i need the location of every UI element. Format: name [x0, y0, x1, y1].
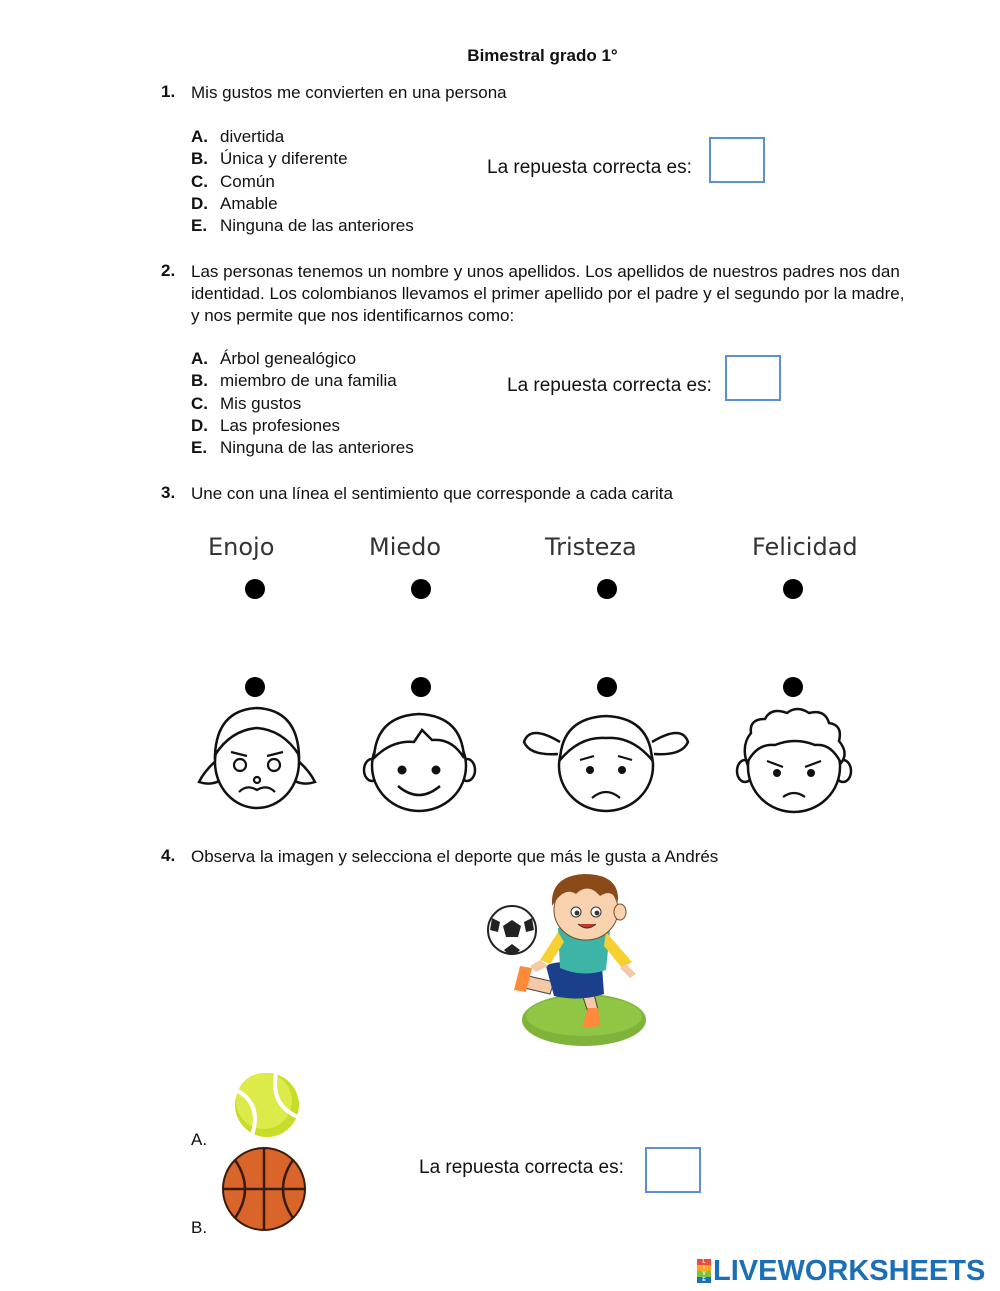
match-dot-top[interactable]	[783, 579, 803, 599]
option-e: E. Ninguna de las anteriores	[191, 438, 414, 458]
question-3-text: Une con una línea el sentimiento que corresponde a cada carita	[191, 484, 673, 503]
match-dot-top[interactable]	[245, 579, 265, 599]
question-2-number: 2.	[161, 261, 176, 280]
boy-playing-soccer-image	[484, 870, 652, 1052]
angry-face-icon	[735, 705, 853, 815]
match-dot-bottom[interactable]	[597, 677, 617, 697]
option-c: C. Común	[191, 171, 275, 191]
brand-badge: L I V E	[697, 1259, 711, 1283]
feeling-label: Enojo	[208, 533, 275, 561]
feeling-label: Tristeza	[545, 533, 637, 561]
option-c: C. Mis gustos	[191, 393, 302, 413]
question-4-number: 4.	[161, 846, 176, 865]
option-a-letter: A.	[191, 1130, 208, 1149]
answer-box-q1[interactable]	[709, 137, 765, 183]
happy-face-icon	[362, 708, 477, 813]
match-dot-bottom[interactable]	[783, 677, 803, 697]
option-b-letter: B.	[191, 1218, 208, 1237]
option-d: D. Amable	[191, 193, 278, 213]
question-4-text: Observa la imagen y selecciona el deporte que más le gusta a Andrés	[191, 847, 719, 866]
option-d: D. Las profesiones	[191, 415, 341, 435]
answer-box-q2[interactable]	[725, 355, 781, 401]
basketball-icon[interactable]	[221, 1146, 307, 1232]
option-b: B. miembro de una familia	[191, 371, 397, 391]
answer-label: La repuesta correcta es:	[507, 375, 712, 396]
option-e: E. Ninguna de las anteriores	[191, 216, 414, 236]
question-1-number: 1.	[161, 82, 176, 101]
match-dot-top[interactable]	[411, 579, 431, 599]
question-1-options	[191, 126, 414, 237]
brand-name: LIVEWORKSHEETS	[713, 1254, 986, 1287]
question-3-number: 3.	[161, 483, 176, 502]
page-title: Bimestral grado 1°	[467, 46, 618, 65]
match-dot-top[interactable]	[597, 579, 617, 599]
question-2-text: Las personas tenemos un nombre y unos apellidos. Los apellidos de nuestros padres nos dan identidad. Los colombianos llevamos el primer apellido por el padre y el segundo por la madre, y nos permite que nos identificarnos como:	[191, 262, 905, 325]
option-a: A. Árbol genealógico	[191, 349, 357, 368]
tennis-ball-icon[interactable]	[232, 1069, 302, 1139]
scared-face-icon	[195, 700, 320, 815]
feeling-label: Miedo	[369, 533, 442, 561]
match-dot-bottom[interactable]	[411, 677, 431, 697]
answer-label: La repuesta correcta es:	[487, 157, 692, 178]
option-b: B. Única y diferente	[191, 149, 348, 169]
answer-label: La repuesta correcta es:	[419, 1157, 624, 1178]
feeling-label: Felicidad	[752, 533, 858, 561]
sad-face-icon	[522, 708, 690, 813]
answer-box-q4[interactable]	[645, 1147, 701, 1193]
option-a: A. divertida	[191, 127, 285, 146]
question-2-options	[191, 348, 414, 459]
question-1-text: Mis gustos me convierten en una persona	[191, 83, 507, 102]
brand-logo	[697, 1256, 997, 1286]
match-dot-bottom[interactable]	[245, 677, 265, 697]
